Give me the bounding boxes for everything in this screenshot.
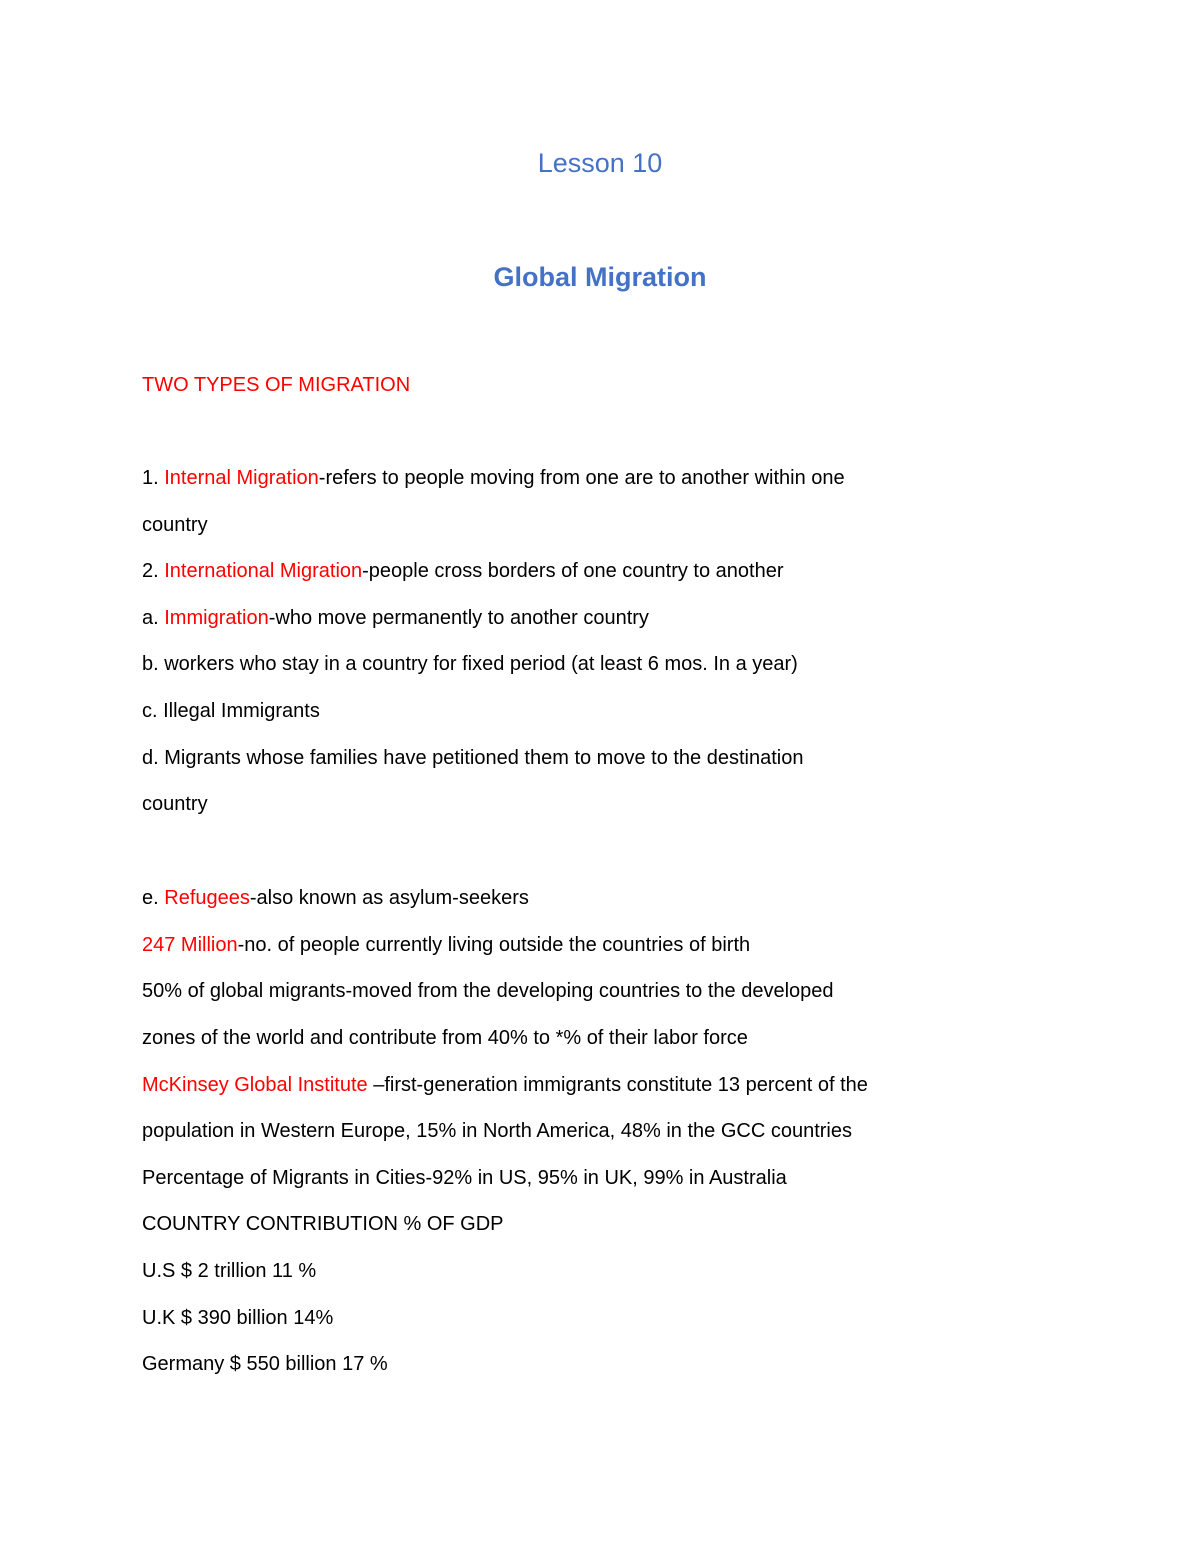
item-text: –first-generation immigrants constitute 13 percent of the [367,1074,868,1096]
list-item [142,651,1142,677]
item-term: Refugees [164,887,250,909]
list-item [142,698,1142,724]
item-text: 50% of global migrants-moved from the developing countries to the developed [142,980,834,1002]
list-item [142,1305,1142,1331]
list-item [142,1165,1142,1191]
list-item [142,558,1142,584]
item-term: International Migration [164,560,363,582]
item-term: McKinsey Global Institute [142,1074,368,1096]
list-item [142,605,1142,631]
list-item [142,932,1142,958]
item-prefix: 1. [142,467,165,489]
item-term: Immigration [164,607,269,629]
item-text: d. Migrants whose families have petitioned them to move to the destination [142,747,804,769]
item-text: b. workers who stay in a country for fixed period (at least 6 mos. In a year) [142,653,798,675]
item-text: Germany $ 550 billion 17 % [142,1353,388,1375]
item-prefix: 2. [142,560,165,582]
item-term: Internal Migration [164,467,319,489]
list-item [142,745,1142,771]
lesson-number: Lesson 10 [537,148,663,178]
item-text: Percentage of Migrants in Cities-92% in US, 95% in UK, 99% in Australia [142,1167,787,1189]
list-item [142,1072,1142,1098]
list-item [142,791,1142,817]
item-text: zones of the world and contribute from 40% to *% of their labor force [142,1027,748,1049]
section-heading: TWO TYPES OF MIGRATION [142,374,411,396]
list-item [142,1211,1142,1237]
item-text: -who move permanently to another country [268,607,649,629]
item-text: country [142,793,208,815]
page-title: Global Migration [493,262,707,292]
item-text: c. Illegal Immigrants [142,700,320,722]
list-item [142,465,1142,491]
list-item [142,1351,1142,1377]
list-item [142,1118,1142,1144]
item-text: population in Western Europe, 15% in North America, 48% in the GCC countries [142,1120,852,1142]
item-text: -people cross borders of one country to another [362,560,784,582]
list-item [142,978,1142,1004]
list-item [142,512,1142,538]
item-text: -no. of people currently living outside the countries of birth [237,934,751,956]
list-item [142,885,1142,911]
item-prefix: e. [142,887,165,909]
item-text: -also known as asylum-seekers [249,887,529,909]
item-text: -refers to people moving from one are to another within one [318,467,845,489]
list-item [142,1258,1142,1284]
item-text: country [142,514,208,536]
list-item [142,1025,1142,1051]
item-prefix: a. [142,607,165,629]
item-text: COUNTRY CONTRIBUTION % OF GDP [142,1213,504,1235]
item-text: U.K $ 390 billion 14% [142,1307,334,1329]
item-text: U.S $ 2 trillion 11 % [142,1260,317,1282]
item-term: 247 Million [142,934,238,956]
